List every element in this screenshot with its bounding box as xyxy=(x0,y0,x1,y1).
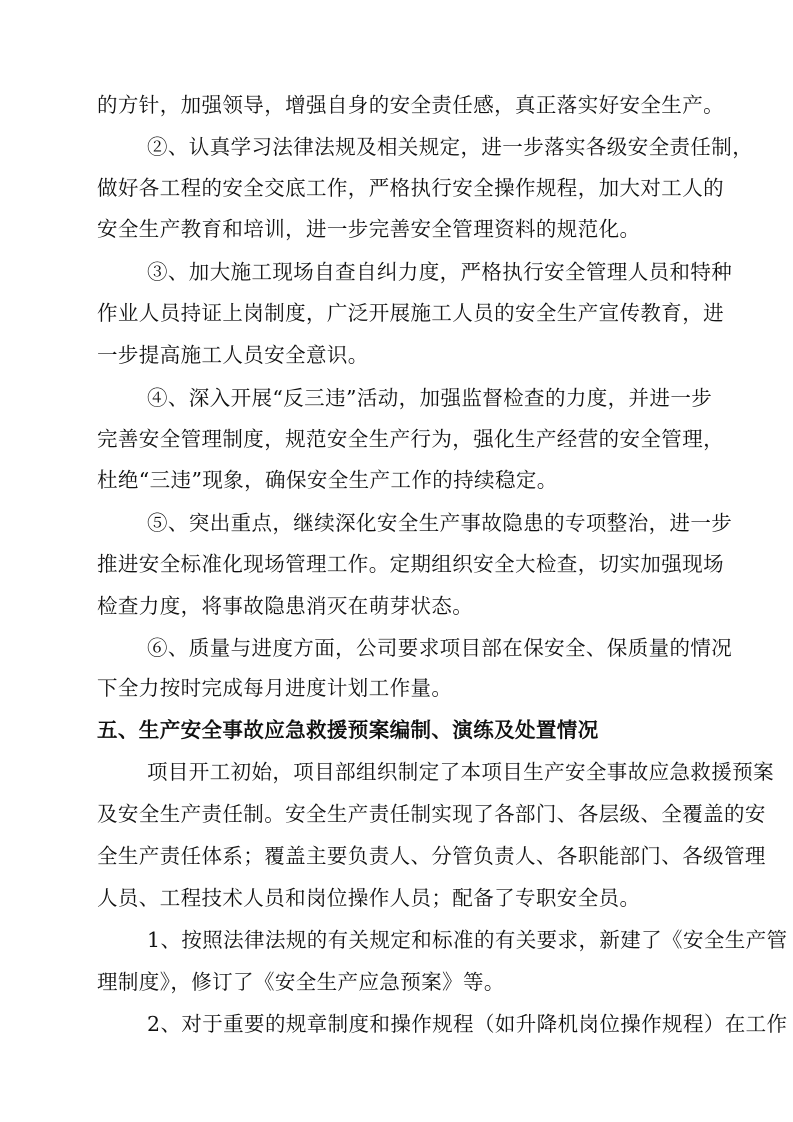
section-heading: 五、生产安全事故应急救援预案编制、演练及处置情况 xyxy=(97,718,599,742)
text-line: 及安全生产责任制。安全生产责任制实现了各部门、各层级、全覆盖的安 xyxy=(97,802,766,826)
text-line: ⑥、质量与进度方面，公司要求项目部在保安全、保质量的情况 xyxy=(147,636,733,660)
text-line: ③、加大施工现场自查自纠力度，严格执行安全管理人员和特种 xyxy=(147,260,733,284)
text-line: 检查力度，将事故隐患消灭在萌芽状态。 xyxy=(97,594,474,618)
text-line: 人员、工程技术人员和岗位操作人员；配备了专职安全员。 xyxy=(97,886,641,910)
text-line: ②、认真学习法律法规及相关规定，进一步落实各级安全责任制， xyxy=(147,135,754,159)
text-line: 1、按照法律法规的有关规定和标准的有关要求，新建了《安全生产管 xyxy=(147,928,788,952)
text-line: 一步提高施工人员安全意识。 xyxy=(97,343,369,367)
text-line: 的方针，加强领导，增强自身的安全责任感，真正落实好安全生产。 xyxy=(97,93,724,117)
text-line: 项目开工初始，项目部组织制定了本项目生产安全事故应急救援预案 xyxy=(147,760,774,784)
text-line: 安全生产教育和培训，进一步完善安全管理资料的规范化。 xyxy=(97,217,641,241)
text-line: 做好各工程的安全交底工作，严格执行安全操作规程，加大对工人的 xyxy=(97,176,724,200)
text-line: 2、对于重要的规章制度和操作规程（如升降机岗位操作规程）在工作 xyxy=(147,1012,788,1036)
text-line: 推进安全标准化现场管理工作。定期组织安全大检查，切实加强现场 xyxy=(97,552,724,576)
text-line: ⑤、突出重点，继续深化安全生产事故隐患的专项整治，进一步 xyxy=(147,511,733,535)
text-line: 完善安全管理制度，规范安全生产行为，强化生产经营的安全管理， xyxy=(97,427,724,451)
text-line: 下全力按时完成每月进度计划工作量。 xyxy=(97,676,453,700)
text-line: 杜绝“三违”现象，确保安全生产工作的持续稳定。 xyxy=(97,468,558,492)
text-line: 理制度》，修订了《安全生产应急预案》等。 xyxy=(97,970,505,994)
text-line: 作业人员持证上岗制度，广泛开展施工人员的安全生产宣传教育，进 xyxy=(97,301,724,325)
text-line: 全生产责任体系；覆盖主要负责人、分管负责人、各职能部门、各级管理 xyxy=(97,844,766,868)
text-line: ④、深入开展“反三违”活动，加强监督检查的力度，并进一步 xyxy=(147,386,713,410)
